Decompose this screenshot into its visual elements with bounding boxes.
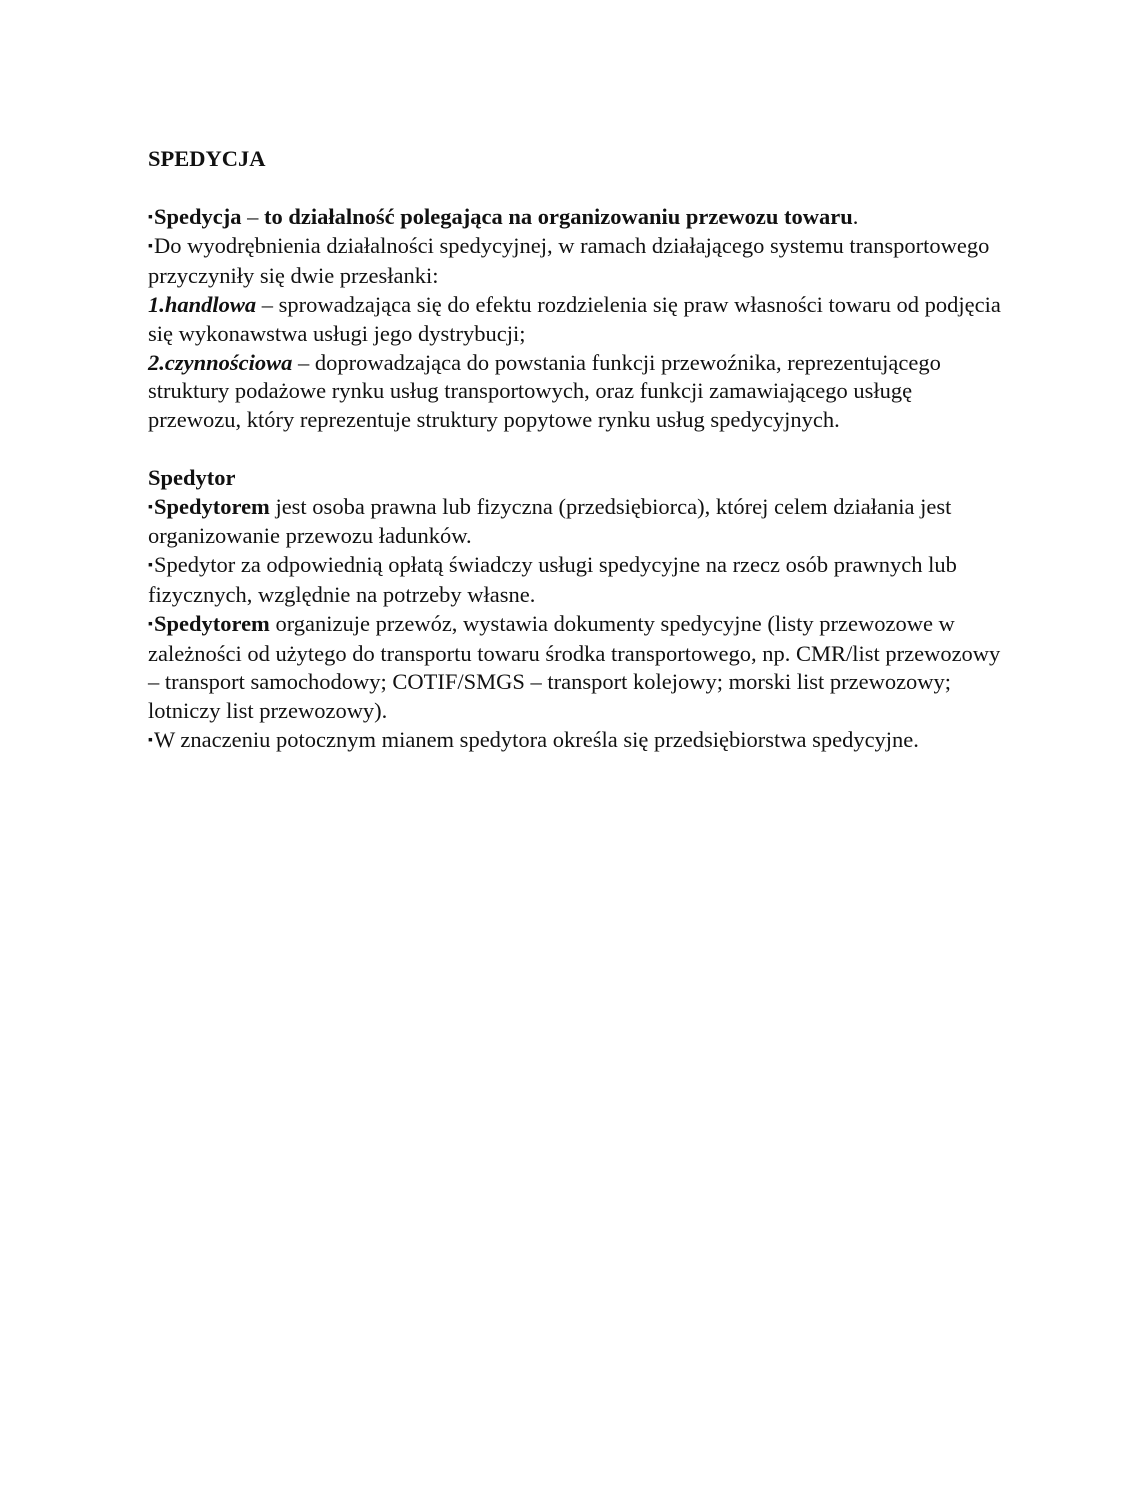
handlowa-text: – sprowadzająca się do efektu rozdzielenia się praw własności towaru od podjęcia się wykonawstwa usługi jego dystrybucji; [148,291,1001,346]
paragraph-spedytor-documents [148,610,1008,726]
spedytor-services-text: Spedytor za odpowiednią opłatą świadczy usługi spedycyjne na rzecz osób prawnych lub fizycznych, względnie na potrzeby własne. [148,552,957,607]
bullet-icon: ▪ [148,239,153,255]
section-heading-spedytor: Spedytor [148,464,236,490]
term-spedytorem: Spedytorem [153,493,270,519]
bullet-icon: ▪ [148,499,153,515]
spedytor-documents-text: organizuje przewóz, wystawia dokumenty spedycyjne (listy przewozowe w zależności od użytego do transportu towaru środka transportowego, np. CMR/list przewozowy – transport samochodowy; COTIF/SMGS – transport kolejowy; morski list przewozowy; lotniczy list przewozowy). [148,610,1001,724]
bullet-icon: ▪ [148,209,153,225]
paragraph-handlowa [148,291,1008,349]
definition-text: to działalność polegająca na organizowaniu przewozu towaru [263,203,853,229]
paragraph-preconditions [148,232,1008,291]
term-spedytorem-2: Spedytorem [153,610,270,636]
bullet-icon: ▪ [148,558,153,574]
period: . [852,203,859,229]
paragraph-spedytor-definition [148,493,1008,552]
term-spedycja: Spedycja [153,203,242,229]
document-title: SPEDYCJA [148,146,266,171]
bullet-icon: ▪ [148,616,153,632]
bullet-icon: ▪ [148,732,153,748]
paragraph-spedytor-services [148,551,1008,610]
spedytor-colloquial-text: W znaczeniu potocznym mianem spedytora określa się przedsiębiorstwa spedycyjne. [153,726,919,752]
document-page [148,145,1008,756]
term-czynnosciowa: 2.czynnościowa [148,349,293,375]
paragraph-spedycja-definition [148,203,1008,233]
paragraph-czynnosciowa [148,349,1008,435]
czynnosciowa-text: – doprowadzająca do powstania funkcji przewoźnika, reprezentującego struktury podażowe rynku usług transportowych, oraz funkcji zamawiającego usługę przewozu, który reprezentuje struktury popytowe rynku usług spedycyjnych. [148,349,941,433]
spedytor-definition-text: jest osoba prawna lub fizyczna (przedsiębiorca), której celem działania jest organizowanie przewozu ładunków. [148,493,952,549]
dash: – [241,203,264,229]
paragraph-spedytor-colloquial [148,726,1008,756]
preconditions-text: Do wyodrębnienia działalności spedycyjnej, w ramach działającego systemu transportowego przyczyniły się dwie przesłanki: [148,233,990,289]
term-handlowa: 1.handlowa [148,291,257,317]
